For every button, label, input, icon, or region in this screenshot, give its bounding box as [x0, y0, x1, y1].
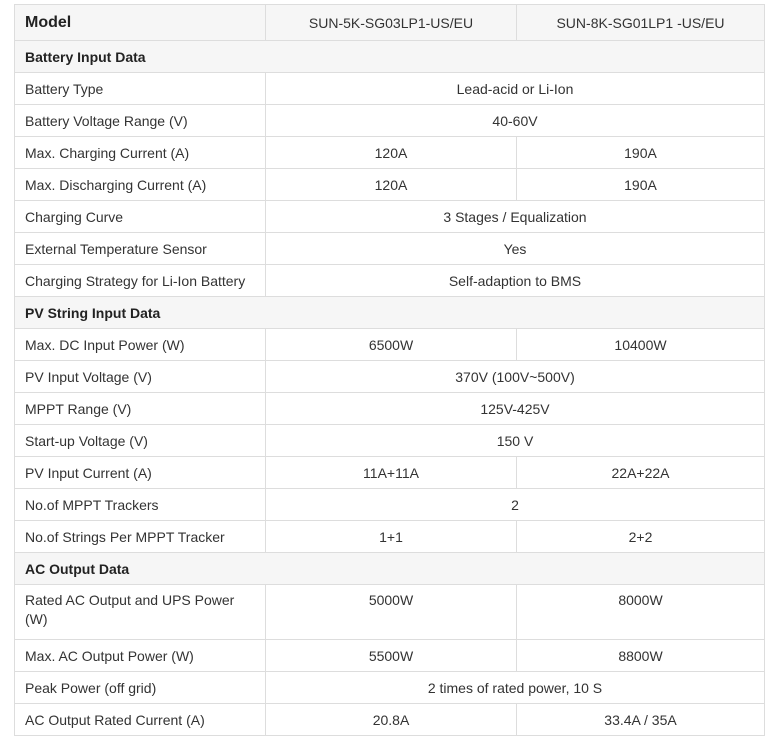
header-model-label: Model — [15, 5, 266, 41]
row-value-shared: 370V (100V~500V) — [266, 361, 765, 393]
row-label: Battery Type — [15, 73, 266, 105]
row-value-shared: 2 times of rated power, 10 S — [266, 672, 765, 704]
table-row — [15, 233, 765, 265]
spec-table — [14, 4, 765, 736]
row-value-model-2: 22A+22A — [517, 457, 765, 489]
row-value-shared: 125V-425V — [266, 393, 765, 425]
row-value-model-1: 11A+11A — [266, 457, 517, 489]
spec-table-container — [14, 4, 764, 736]
row-label: Charging Curve — [15, 201, 266, 233]
row-value-model-1: 1+1 — [266, 521, 517, 553]
row-value-model-1: 5000W — [266, 585, 517, 640]
row-value-model-2: 8800W — [517, 640, 765, 672]
table-row — [15, 201, 765, 233]
row-label: Start-up Voltage (V) — [15, 425, 266, 457]
section-row — [15, 553, 765, 585]
table-row — [15, 457, 765, 489]
section-title: AC Output Data — [15, 553, 765, 585]
row-value-shared: 40-60V — [266, 105, 765, 137]
row-value-model-1: 120A — [266, 169, 517, 201]
header-model-1: SUN-5K-SG03LP1-US/EU — [266, 5, 517, 41]
row-value-shared: 3 Stages / Equalization — [266, 201, 765, 233]
row-value-model-2: 33.4A / 35A — [517, 704, 765, 736]
row-label: External Temperature Sensor — [15, 233, 266, 265]
row-value-model-1: 5500W — [266, 640, 517, 672]
table-row — [15, 361, 765, 393]
row-label: Rated AC Output and UPS Power (W) — [15, 585, 266, 640]
row-label: Charging Strategy for Li-Ion Battery — [15, 265, 266, 297]
section-title: PV String Input Data — [15, 297, 765, 329]
table-row — [15, 73, 765, 105]
row-label: Peak Power (off grid) — [15, 672, 266, 704]
row-label: MPPT Range (V) — [15, 393, 266, 425]
section-title: Battery Input Data — [15, 41, 765, 73]
row-label: Max. Discharging Current (A) — [15, 169, 266, 201]
row-value-model-1: 6500W — [266, 329, 517, 361]
row-value-model-2: 10400W — [517, 329, 765, 361]
row-value-shared: Self-adaption to BMS — [266, 265, 765, 297]
row-value-shared: 150 V — [266, 425, 765, 457]
table-row — [15, 329, 765, 361]
table-row — [15, 672, 765, 704]
table-row — [15, 704, 765, 736]
row-value-shared: 2 — [266, 489, 765, 521]
row-value-shared: Yes — [266, 233, 765, 265]
table-row — [15, 585, 765, 640]
header-model-2: SUN-8K-SG01LP1 -US/EU — [517, 5, 765, 41]
row-value-model-1: 20.8A — [266, 704, 517, 736]
spec-table-body — [15, 41, 765, 736]
row-label: PV Input Voltage (V) — [15, 361, 266, 393]
row-label: Battery Voltage Range (V) — [15, 105, 266, 137]
row-label: No.of Strings Per MPPT Tracker — [15, 521, 266, 553]
table-row — [15, 521, 765, 553]
row-label: No.of MPPT Trackers — [15, 489, 266, 521]
row-value-model-2: 190A — [517, 169, 765, 201]
row-label: Max. AC Output Power (W) — [15, 640, 266, 672]
table-row — [15, 489, 765, 521]
section-row — [15, 297, 765, 329]
row-label: AC Output Rated Current (A) — [15, 704, 266, 736]
table-row — [15, 137, 765, 169]
section-row — [15, 41, 765, 73]
table-header-row — [15, 5, 765, 41]
table-row — [15, 393, 765, 425]
row-value-model-2: 2+2 — [517, 521, 765, 553]
row-label: Max. Charging Current (A) — [15, 137, 266, 169]
row-value-model-2: 190A — [517, 137, 765, 169]
table-row — [15, 425, 765, 457]
row-value-model-1: 120A — [266, 137, 517, 169]
row-value-shared: Lead-acid or Li-Ion — [266, 73, 765, 105]
row-label: Max. DC Input Power (W) — [15, 329, 266, 361]
row-label: PV Input Current (A) — [15, 457, 266, 489]
row-value-model-2: 8000W — [517, 585, 765, 640]
table-row — [15, 640, 765, 672]
table-row — [15, 169, 765, 201]
table-row — [15, 265, 765, 297]
table-row — [15, 105, 765, 137]
